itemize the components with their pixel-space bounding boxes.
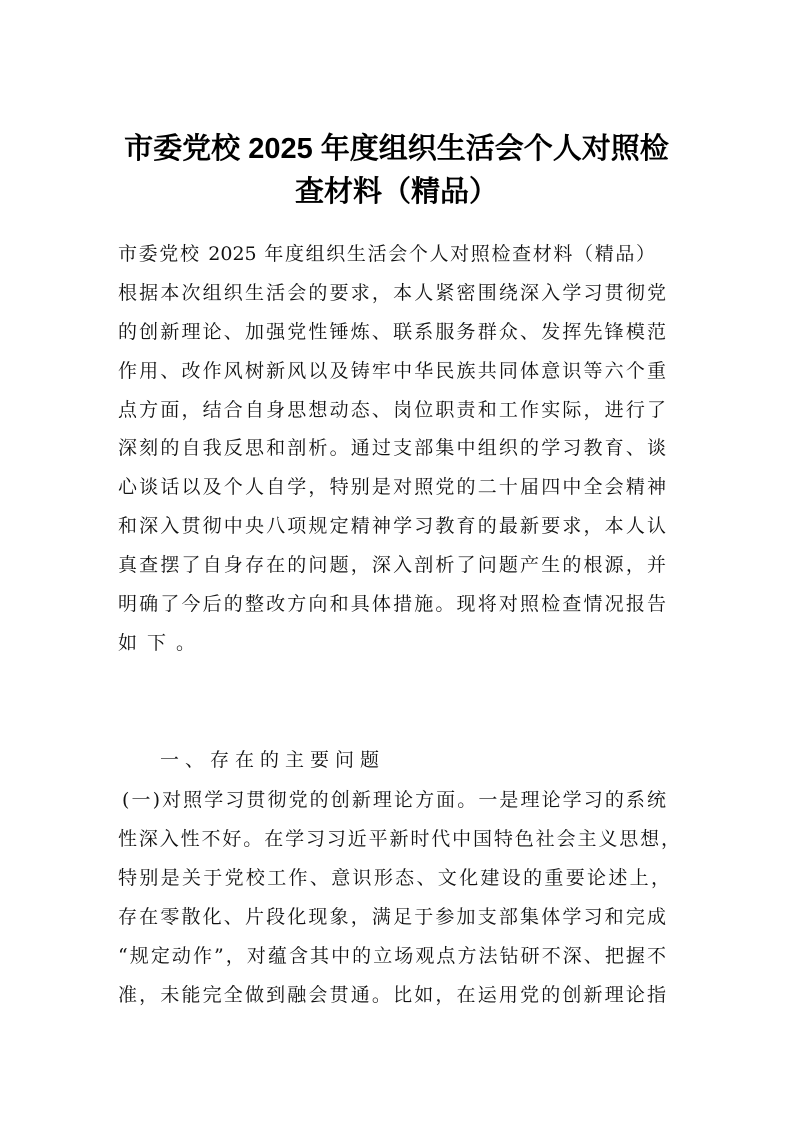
text-line: “规定动作”，对蕴含其中的立场观点方法钻研不深、把握不: [118, 945, 666, 967]
text-line: 的创新理论、加强党性锤炼、联系服务群众、发挥先锋模范: [118, 321, 666, 343]
text-line: 明确了今后的整改方向和具体措施。现将对照检查情况报告: [118, 593, 666, 615]
text-line: 市委党校 2025 年度组织生活会个人对照检查材料（精品）: [118, 243, 655, 265]
text-line: (一)对照学习贯彻党的创新理论方面。一是理论学习的系统: [122, 789, 666, 811]
section-heading: 一、存在的主要问题: [160, 749, 386, 771]
text-line: 性深入性不好。在学习习近平新时代中国特色社会主义思想，: [118, 828, 680, 850]
document-title-line-1: 市委党校 2025 年度组织生活会个人对照检: [124, 133, 669, 165]
text-line: 根据本次组织生活会的要求，本人紧密围绕深入学习贯彻党: [118, 282, 666, 304]
text-line: 深刻的自我反思和剖析。通过支部集中组织的学习教育、谈: [118, 437, 666, 459]
text-line: 存在零散化、片段化现象，满足于参加支部集体学习和完成: [118, 906, 666, 928]
text-line: 如下。: [118, 632, 206, 654]
text-line: 特别是关于党校工作、意识形态、文化建设的重要论述上，: [118, 867, 670, 889]
text-line: 心谈话以及个人自学，特别是对照党的二十届四中全会精神: [118, 476, 666, 498]
text-line: 准，未能完全做到融会贯通。比如，在运用党的创新理论指: [118, 984, 666, 1006]
text-line: 和深入贯彻中央八项规定精神学习教育的最新要求，本人认: [118, 515, 666, 537]
document-title-line-2: 查材料（精品）: [294, 176, 498, 208]
text-line: 点方面，结合自身思想动态、岗位职责和工作实际，进行了: [118, 399, 666, 421]
text-line: 真查摆了自身存在的问题，深入剖析了问题产生的根源，并: [118, 554, 666, 576]
text-line: 作用、改作风树新风以及铸牢中华民族共同体意识等六个重: [118, 360, 666, 382]
